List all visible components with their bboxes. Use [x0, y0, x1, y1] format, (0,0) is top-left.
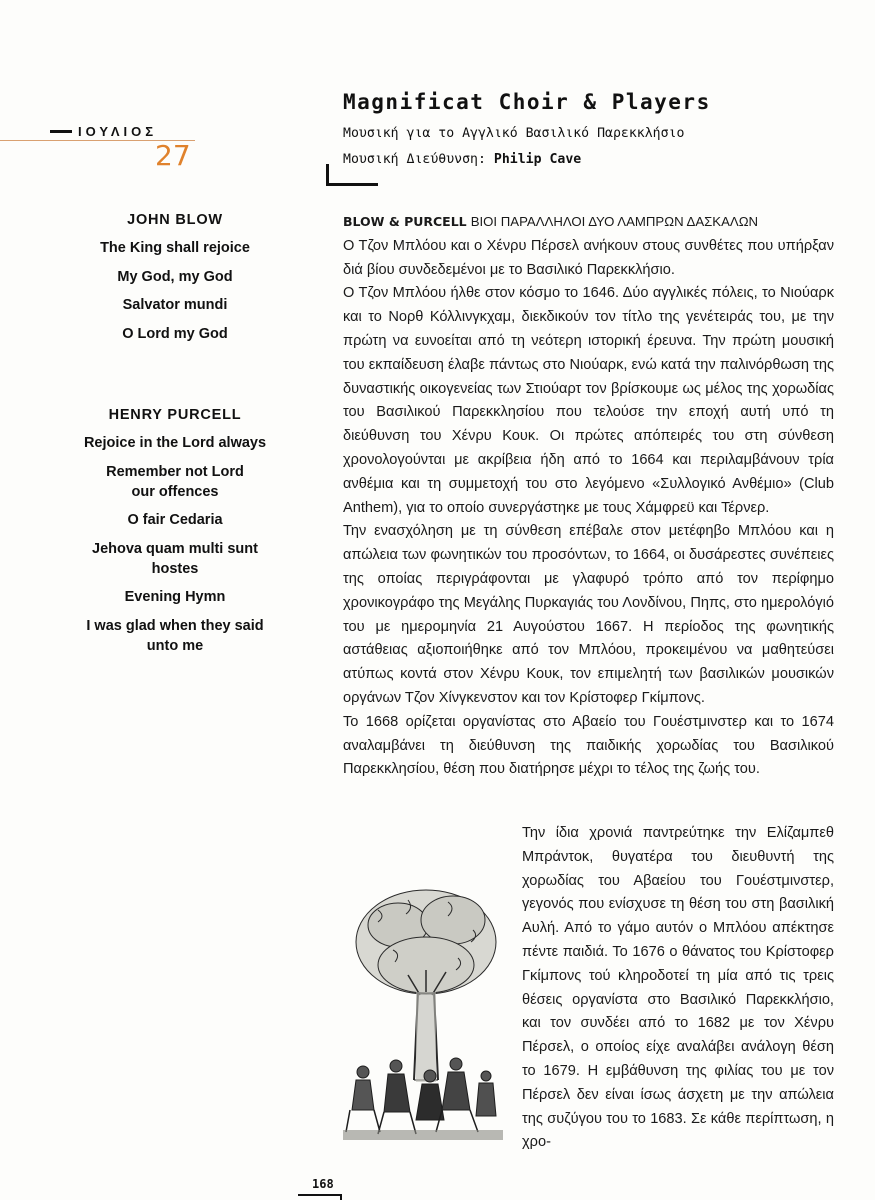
- tree-trunk: [416, 992, 436, 1082]
- woodcut-illustration: [338, 880, 508, 1146]
- program-work: Remember not Lord our offences: [106, 463, 244, 500]
- program-work: O Lord my God: [122, 325, 228, 342]
- composer-name: JOHN BLOW: [127, 212, 223, 228]
- program-section-purcell: [70, 407, 280, 664]
- article-paragraph: Ο Τζον Μπλόου ήλθε στον κόσμο το 1646. Δύο αγγλικές πόλεις, το Νιούαρκ και το Νορθ Κόλλινγκχαμ, διεκδικούν τον τίτλο της γενέτειράς του, με την πρώτη να ευνοείται από τη νεότερη ιστορική έρευνα. Την πρώτη μουσική του εκπαίδευση έλαβε πάντως στο Νιούαρκ, ενώ κατά την παλινόρθωση της δυναστικής οικογενείας των Στιούαρτ τον βρίσκουμε ως μέλος της χορωδίας του Βασιλικού Παρεκκλησίου που τελούσε την εποχή αυτή υπό τη διεύθυνση του Χένρυ Κουκ. Οι πρώτες απόπειρές του στη σύνθεση χρονολογούνται με ακρίβεια ήδη από το 1664 και περιλαμβάνουν τρία ανθέμια και τη συμμετοχή του στο λεγόμενο «Συλλογικό Ανθέμιο» (Club Anthem), για το οποίο συνεργάστηκε με τους Χάμφρεϋ και Τέρνερ.: [343, 285, 834, 516]
- concert-title: Magnificat Choir & Players: [343, 90, 711, 114]
- direction-label: Μουσική Διεύθυνση:: [343, 152, 486, 167]
- heading-subtitle: ΒΙΟΙ ΠΑΡΑΛΛΗΛΟΙ ΔΥΟ ΛΑΜΠΡΩΝ ΔΑΣΚΑΛΩΝ: [470, 214, 759, 229]
- program-work: My God, my God: [117, 268, 233, 285]
- corner-mark-horizontal: [326, 183, 378, 186]
- program-work: Evening Hymn: [124, 589, 226, 605]
- program-work: O fair Cedaria: [127, 512, 223, 528]
- article-paragraph: Την ίδια χρονιά παντρεύτηκε την Ελίζαμπεθ Μπράντοκ, θυγατέρα του διευθυντή της χορωδίας του Αβαείου του Γουέστμινστερ, γεγονός που ενίσχυσε τη θέση του στη βασιλική Αυλή. Από το γάμο αυτόν ο Μπλόου απέκτησε πέντε παιδιά. Το 1676 ο θάνατος του Κρίστοφερ Γκίμπονς τού κληροδοτεί τη μία από τις τρεις θέσεις οργανίστα στο Βασιλικό Παρεκκλήσιο, και τον συνδέει από το 1682 με τον Χένρυ Πέρσελ, ο οποίος είχε αναλάβει ανάλογη θέση το 1679. Η εμβάθυνση της φιλίας του με τον Πέρσελ δεν είναι ίσως άσχετη με την απώλεια της συζύγου του το 1683. Σε κάθε περίπτωση, η χρο-: [522, 825, 834, 1151]
- ground: [343, 1130, 503, 1140]
- month-label: ΙΟΥΛΙΟΣ: [78, 124, 158, 139]
- page-number: 168: [312, 1177, 334, 1191]
- program-work: Jehova quam multi sunt hostes: [92, 540, 258, 577]
- composer-name: HENRY PURCELL: [108, 407, 242, 423]
- program-work: Salvator mundi: [122, 297, 228, 313]
- concert-subtitle: Μουσική για το Αγγλικό Βασιλικό Παρεκκλήσιο: [343, 126, 685, 141]
- program-work: The King shall rejoice: [100, 240, 250, 256]
- article-paragraph: Το 1668 ορίζεται οργανίστας στο Αβαείο του Γουέστμινστερ και το 1674 αναλαμβάνει τη διεύθυνση της παιδικής χορωδίας του Βασιλικού Παρεκκλησίου, θέση που διατήρησε μέχρι το τέλος της ζωής του.: [343, 713, 834, 778]
- heading-bold: BLOW & PURCELL: [343, 214, 467, 229]
- article-paragraph: Ο Τζον Μπλόου και ο Χένρυ Πέρσελ ανήκουν στους συνθέτες που υπήρξαν διά βίου συνδεδεμένοι με το Βασιλικό Παρεκκλήσιο.: [343, 237, 834, 278]
- page-number-tick: [340, 1194, 342, 1200]
- day-number: 27: [155, 139, 191, 172]
- article-body: [343, 210, 834, 782]
- article-continuation: [522, 822, 834, 1155]
- month-bar: [50, 130, 72, 133]
- page-number-rule: [298, 1194, 342, 1196]
- music-direction: [343, 152, 581, 167]
- director-name: Philip Cave: [493, 152, 582, 167]
- article-heading: [343, 210, 834, 235]
- program-work: I was glad when they said unto me: [86, 617, 264, 654]
- article-paragraph: Την ενασχόληση με τη σύνθεση επέβαλε στον μετέφηβο Μπλόου και η απώλεια των φωνητικών του προσόντων, το 1664, οι δυσάρεστες συνέπειες της οποίας περιγράφονται με γλαφυρό τρόπο από τον περίφημο χρονικογράφο της Μεγάλης Πυρκαγιάς του Λονδίνου, Πηπς, στο ημερολόγιό του με ημερομηνία 21 Αυγούστου 1667. Η περίοδος της φωνητικής αστάθειας αξιοποιήθηκε από τον Μπλόου, προκειμένου να μαθητεύσει ατύπως κοντά στον Χένρυ Κουκ, τον επιμελητή των βασιλικών μουσικών οργάνων Τζον Χίνγκενστον και τον Κρίστοφερ Γκίμπονς.: [343, 523, 834, 706]
- program-section-blow: [70, 212, 280, 352]
- program-work: Rejoice in the Lord always: [83, 435, 267, 451]
